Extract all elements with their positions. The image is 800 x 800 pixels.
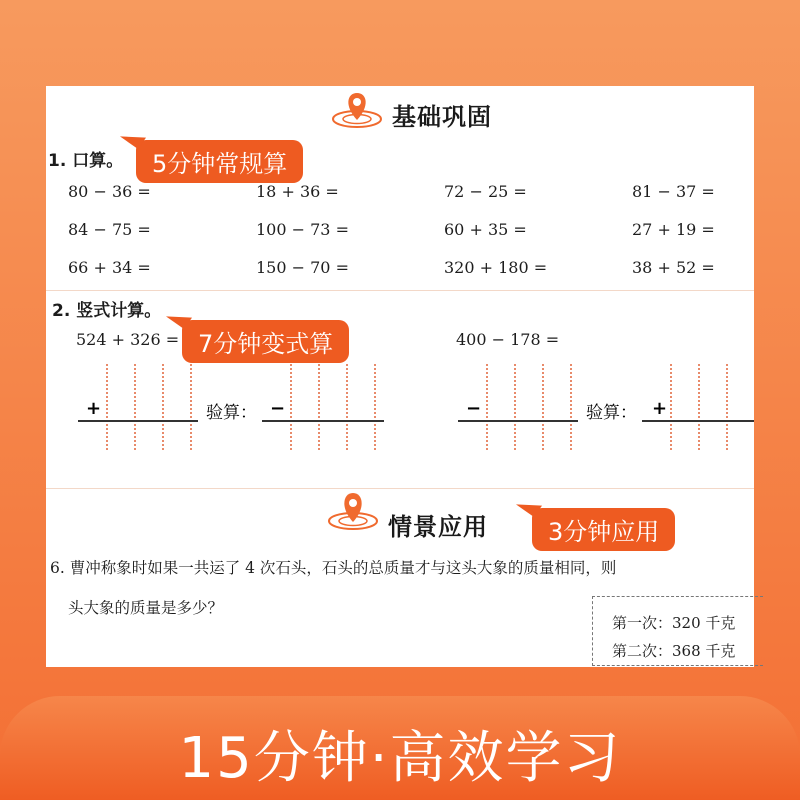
minus-sign: −	[466, 398, 482, 419]
grid-line	[726, 364, 728, 450]
check-label: 验算：	[586, 403, 637, 423]
mental-math-item: 72 − 25 =	[444, 182, 527, 201]
grid-line	[346, 364, 348, 450]
mental-math-item: 84 − 75 =	[68, 220, 151, 239]
grid-line	[162, 364, 164, 450]
mental-math-item: 38 + 52 =	[632, 258, 715, 277]
minus-sign: −	[270, 398, 286, 419]
plus-sign: +	[86, 398, 102, 419]
location-pin-icon	[326, 490, 380, 532]
badge-7min: 7分钟变式算	[182, 320, 349, 363]
plus-sign: +	[652, 398, 668, 419]
mental-math-item: 320 + 180 =	[444, 258, 548, 277]
grid-line	[374, 364, 376, 450]
grid-line	[698, 364, 700, 450]
badge-3min: 3分钟应用	[532, 508, 675, 551]
question-6-line2: 头大象的质量是多少？	[68, 599, 224, 617]
mental-math-item: 27 + 19 =	[632, 220, 715, 239]
grid-line	[290, 364, 292, 450]
check-label: 验算：	[206, 403, 257, 423]
location-pin-icon	[330, 90, 384, 130]
badge-5min: 5分钟常规算	[136, 140, 303, 183]
grid-line	[570, 364, 572, 450]
grid-line	[514, 364, 516, 450]
grid-line	[134, 364, 136, 450]
footer-slogan: 15分钟·高效学习	[178, 726, 622, 791]
section-title-application: 情景应用	[388, 513, 488, 541]
question-6-line1: 6. 曹冲称象时如果一共运了 4 次石头，石头的总质量才与这头大象的质量相同，则	[50, 559, 617, 577]
answer-line	[642, 420, 754, 422]
mental-math-item: 18 + 36 =	[256, 182, 339, 201]
problem-right: 400 − 178 =	[456, 330, 560, 349]
grid-line	[542, 364, 544, 450]
grid-line	[190, 364, 192, 450]
mental-math-item: 81 − 37 =	[632, 182, 715, 201]
mental-math-item: 66 + 34 =	[68, 258, 151, 277]
grid-line	[670, 364, 672, 450]
weight-second: 第二次：368 千克	[612, 642, 736, 660]
grid-line	[106, 364, 108, 450]
answer-line	[262, 420, 384, 422]
mental-math-item: 60 + 35 =	[444, 220, 527, 239]
mental-math-item: 150 − 70 =	[256, 258, 349, 277]
mental-math-item: 100 − 73 =	[256, 220, 349, 239]
answer-line	[458, 420, 578, 422]
section-title-basics: 基础巩固	[392, 103, 492, 131]
answer-line	[78, 420, 198, 422]
problem-left: 524 + 326 =	[76, 330, 180, 349]
grid-line	[486, 364, 488, 450]
weight-first: 第一次：320 千克	[612, 614, 736, 632]
grid-line	[318, 364, 320, 450]
mental-math-item: 80 − 36 =	[68, 182, 151, 201]
question-2-label: 2. 竖式计算。	[52, 301, 162, 321]
question-1-label: 1. 口算。	[48, 151, 124, 171]
